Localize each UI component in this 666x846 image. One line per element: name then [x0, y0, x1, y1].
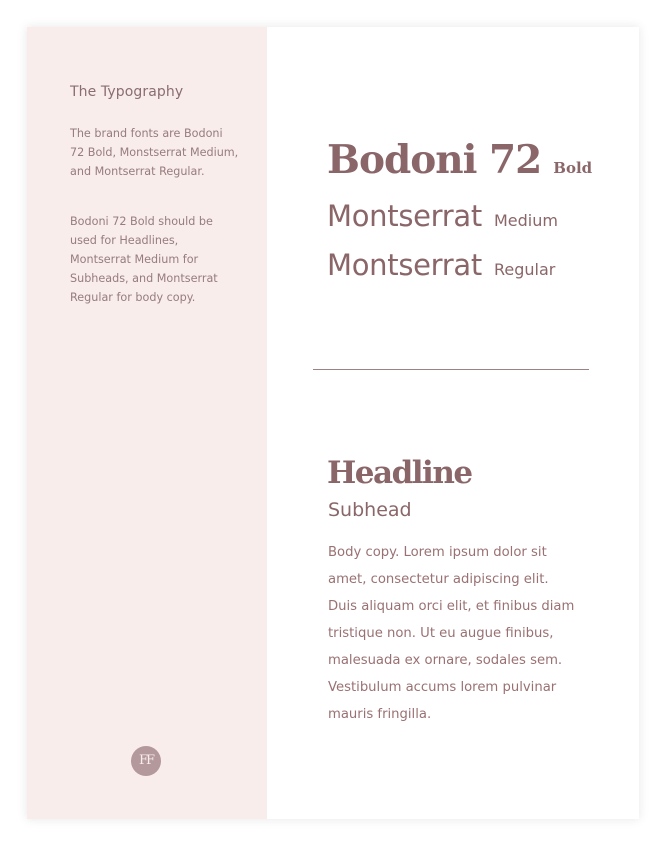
brand-logo-icon: FF	[131, 746, 161, 776]
font-name: Bodoni 72	[327, 137, 542, 183]
sample-headline: Headline	[327, 455, 472, 491]
sidebar-paragraph-usage: Bodoni 72 Bold should be used for Headlines, Montserrat Medium for Subheads, and Montserrat Regular for body copy.	[70, 215, 218, 304]
font-specimen-bodoni-bold	[327, 137, 592, 183]
font-specimen-montserrat-regular	[327, 248, 555, 282]
font-weight: Bold	[553, 159, 593, 177]
section-divider	[313, 369, 589, 370]
sample-subhead: Subhead	[328, 499, 412, 521]
sidebar-paragraph-fonts: The brand fonts are Bodoni 72 Bold, Monstserrat Medium, and Montserrat Regular.	[70, 127, 239, 178]
font-weight: Regular	[493, 260, 556, 279]
sidebar	[27, 27, 267, 819]
typography-page	[27, 27, 639, 819]
sidebar-title: The Typography	[70, 84, 184, 100]
font-specimen-montserrat-medium	[327, 199, 558, 233]
font-weight: Medium	[493, 211, 558, 230]
font-name: Montserrat	[327, 248, 482, 282]
font-name: Montserrat	[327, 199, 482, 233]
sample-body-copy: Body copy. Lorem ipsum dolor sit amet, consectetur adipiscing elit. Duis aliquam orci elit, et finibus diam tristique non. Ut eu augue finibus, malesuada ex ornare, sodales sem. Vestibulum accums lorem pulvinar mauris fringilla.	[328, 545, 575, 722]
